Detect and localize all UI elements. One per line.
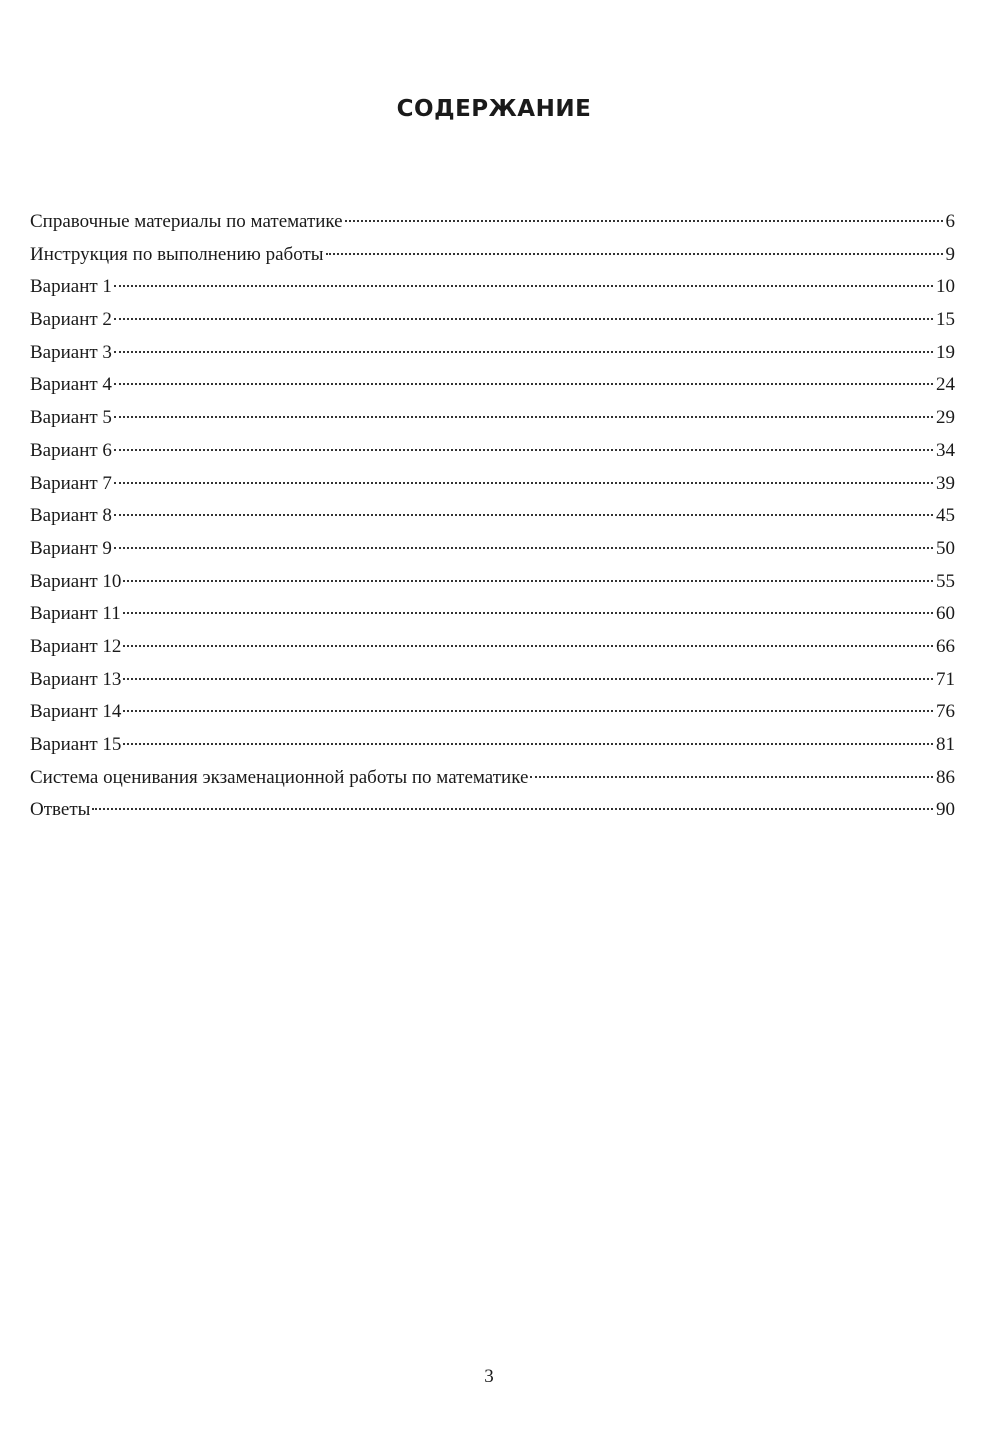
toc-entry-page: 86 bbox=[936, 766, 955, 788]
toc-entry-variant-9[interactable] bbox=[30, 533, 955, 566]
toc-entry-page: 66 bbox=[936, 635, 955, 657]
toc-entry-page: 39 bbox=[936, 472, 955, 494]
toc-entry-page: 55 bbox=[936, 570, 955, 592]
toc-entry-instructions[interactable] bbox=[30, 239, 955, 272]
toc-entry-label: Справочные материалы по математике bbox=[30, 211, 343, 232]
toc-entry-label: Вариант 10 bbox=[30, 570, 122, 592]
toc-entry-variant-1[interactable] bbox=[30, 271, 955, 304]
toc-entry-label: Вариант 9 bbox=[30, 537, 112, 559]
toc-entry-variant-10[interactable] bbox=[30, 566, 955, 599]
toc-entry-answers[interactable] bbox=[30, 794, 955, 827]
toc-entry-variant-11[interactable] bbox=[30, 598, 955, 631]
dot-leader bbox=[114, 351, 933, 353]
toc-entry-label: Вариант 15 bbox=[30, 734, 122, 755]
dot-leader bbox=[123, 612, 933, 614]
toc-entry-label: Вариант 13 bbox=[30, 668, 122, 690]
toc-entry-label: Система оценивания экзаменационной работы по математике bbox=[30, 766, 529, 788]
toc-entry-reference-materials[interactable] bbox=[30, 206, 955, 239]
toc-entry-label: Вариант 7 bbox=[30, 472, 112, 494]
toc-entry-page: 60 bbox=[936, 603, 955, 625]
toc-entry-label: Вариант 4 bbox=[30, 374, 112, 396]
toc-entry-variant-6[interactable] bbox=[30, 435, 955, 468]
toc-entry-variant-15[interactable] bbox=[30, 729, 955, 762]
toc-entry-page: 24 bbox=[936, 374, 955, 396]
dot-leader bbox=[123, 645, 933, 647]
dot-leader bbox=[123, 743, 933, 745]
dot-leader bbox=[345, 220, 943, 222]
dot-leader bbox=[114, 416, 933, 418]
dot-leader bbox=[114, 285, 933, 287]
toc-entry-page: 50 bbox=[936, 537, 955, 559]
toc-entry-variant-12[interactable] bbox=[30, 631, 955, 664]
dot-leader bbox=[114, 318, 933, 320]
toc-entry-page: 34 bbox=[936, 439, 955, 461]
toc-entry-label: Инструкция по выполнению работы bbox=[30, 243, 324, 265]
toc-entry-label: Ответы bbox=[30, 799, 91, 821]
dot-leader bbox=[123, 710, 933, 712]
dot-leader bbox=[114, 547, 933, 549]
dot-leader bbox=[114, 514, 933, 516]
dot-leader bbox=[92, 808, 933, 810]
toc-entry-page: 15 bbox=[936, 309, 955, 331]
toc-entry-variant-13[interactable] bbox=[30, 664, 955, 697]
toc-entry-variant-5[interactable] bbox=[30, 402, 955, 435]
toc-entry-variant-3[interactable] bbox=[30, 337, 955, 370]
toc-entry-label: Вариант 11 bbox=[30, 603, 121, 625]
toc-entry-page: 76 bbox=[936, 701, 955, 723]
dot-leader bbox=[123, 678, 933, 680]
toc-entry-page: 10 bbox=[936, 276, 955, 298]
toc-entry-page: 9 bbox=[945, 243, 955, 265]
toc-entry-label: Вариант 6 bbox=[30, 439, 112, 461]
table-of-contents bbox=[30, 206, 955, 827]
dot-leader bbox=[114, 482, 933, 484]
page-title: СОДЕРЖАНИЕ bbox=[396, 96, 592, 122]
toc-entry-page: 81 bbox=[936, 734, 955, 755]
toc-entry-label: Вариант 5 bbox=[30, 407, 112, 429]
page-number: 3 bbox=[484, 1366, 494, 1387]
toc-entry-page: 6 bbox=[945, 211, 955, 232]
toc-entry-label: Вариант 8 bbox=[30, 505, 112, 527]
dot-leader bbox=[123, 580, 933, 582]
toc-entry-grading-system[interactable] bbox=[30, 762, 955, 795]
toc-entry-page: 29 bbox=[936, 407, 955, 429]
toc-entry-variant-2[interactable] bbox=[30, 304, 955, 337]
toc-entry-label: Вариант 14 bbox=[30, 701, 122, 723]
dot-leader bbox=[326, 253, 943, 255]
toc-entry-variant-4[interactable] bbox=[30, 369, 955, 402]
toc-entry-label: Вариант 1 bbox=[30, 276, 112, 298]
toc-entry-label: Вариант 3 bbox=[30, 341, 112, 363]
toc-entry-page: 90 bbox=[936, 799, 955, 821]
toc-entry-variant-14[interactable] bbox=[30, 696, 955, 729]
toc-entry-label: Вариант 2 bbox=[30, 309, 112, 331]
dot-leader bbox=[114, 383, 933, 385]
toc-entry-page: 71 bbox=[936, 668, 955, 690]
toc-entry-page: 45 bbox=[936, 505, 955, 527]
toc-entry-variant-8[interactable] bbox=[30, 500, 955, 533]
dot-leader bbox=[114, 449, 933, 451]
toc-entry-label: Вариант 12 bbox=[30, 635, 122, 657]
dot-leader bbox=[530, 776, 933, 778]
toc-entry-page: 19 bbox=[936, 341, 955, 363]
toc-entry-variant-7[interactable] bbox=[30, 468, 955, 501]
